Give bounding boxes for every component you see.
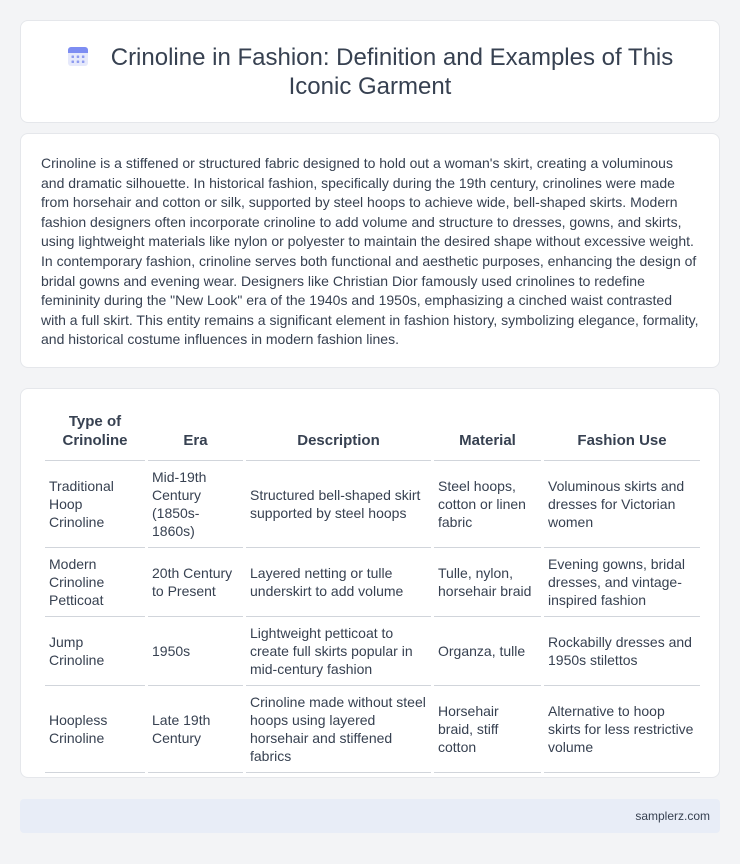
table-cell: Horsehair braid, stiff cotton [434, 686, 541, 773]
table-cell: Voluminous skirts and dresses for Victorian women [544, 461, 700, 548]
table-cell: 1950s [148, 617, 243, 686]
table-cell: Evening gowns, bridal dresses, and vintage-inspired fashion [544, 548, 700, 617]
footer-site-link[interactable]: samplerz.com [635, 809, 710, 823]
calendar-grid-icon [67, 45, 89, 67]
table-row [45, 617, 700, 686]
table-cell: Hoopless Crinoline [45, 686, 145, 773]
page-title-text: Crinoline in Fashion: Definition and Examples of This Iconic Garment [110, 43, 674, 100]
column-header: Type of Crinoline [45, 410, 145, 461]
table-cell: Layered netting or tulle underskirt to add volume [246, 548, 431, 617]
column-header: Era [148, 410, 243, 461]
table-cell: Modern Crinoline Petticoat [45, 548, 145, 617]
table-cell: Traditional Hoop Crinoline [45, 461, 145, 548]
table-cell: Structured bell-shaped skirt supported by steel hoops [246, 461, 431, 548]
column-header: Material [434, 410, 541, 461]
table-cell: Tulle, nylon, horsehair braid [434, 548, 541, 617]
footer-bar [20, 799, 720, 833]
crinoline-table [42, 410, 703, 773]
table-cell: Late 19th Century [148, 686, 243, 773]
column-header: Fashion Use [544, 410, 700, 461]
intro-paragraph: Crinoline is a stiffened or structured fabric designed to hold out a woman's skirt, creating a voluminous and dramatic silhouette. In historical fashion, specifically during the 19th century, crinolines were made from horsehair and cotton or silk, supported by steel hoops to achieve wide, bell-shaped skirts. Modern fashion designers often incorporate crinoline to add volume and structure to dresses, gowns, and skirts, using lightweight materials like nylon or polyester to maintain the desired shape without excessive weight. In contemporary fashion, crinoline serves both functional and aesthetic purposes, enhancing the design of bridal gowns and evening wear. Designers like Christian Dior famously used crinolines to redefine femininity during the "New Look" era of the 1940s and 1950s, emphasizing a cinched waist contrasted with a full skirt. This entity remains a significant element in fashion history, symbolizing elegance, formality, and historical costume influences in modern fashion lines. [41, 155, 699, 348]
table-card [20, 388, 720, 778]
table-row [45, 686, 700, 773]
column-header: Description [246, 410, 431, 461]
table-cell: Lightweight petticoat to create full skirts popular in mid-century fashion [246, 617, 431, 686]
table-cell: Rockabilly dresses and 1950s stilettos [544, 617, 700, 686]
table-cell: Steel hoops, cotton or linen fabric [434, 461, 541, 548]
page-title [61, 43, 679, 101]
table-cell: 20th Century to Present [148, 548, 243, 617]
table-cell: Alternative to hoop skirts for less restrictive volume [544, 686, 700, 773]
table-cell: Crinoline made without steel hoops using layered horsehair and stiffened fabrics [246, 686, 431, 773]
table-cell: Organza, tulle [434, 617, 541, 686]
table-cell: Jump Crinoline [45, 617, 145, 686]
intro-card [20, 133, 720, 368]
table-cell: Mid-19th Century (1850s-1860s) [148, 461, 243, 548]
table-row [45, 461, 700, 548]
table-header-row [45, 410, 700, 461]
title-card [20, 20, 720, 123]
table-row [45, 548, 700, 617]
